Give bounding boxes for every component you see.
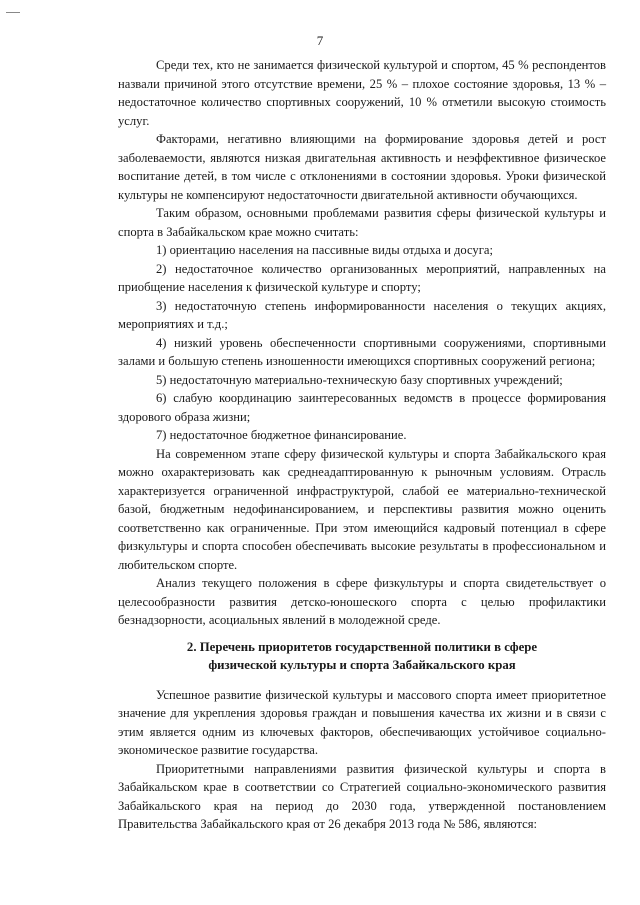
page-number: 7 — [316, 33, 324, 48]
corner-mark — [6, 12, 20, 13]
list-item: 7) недостаточное бюджетное финансирование. — [156, 428, 407, 442]
list-item: 3) недостаточную степень информированности населения о текущих акциях, мероприятиях и т.д.; — [118, 298, 606, 331]
list-item: 2) недостаточное количество организованных мероприятий, направленных на приобщение населения к физической культуре и спорту; — [118, 261, 606, 294]
paragraph: На современном этапе сферу физической культуры и спорта Забайкальского края можно охарактеризовать как среднеадаптированную к рыночным условиям. Отрасль характеризуется ограниченной инфраструктурой, слабой ее материально-технической базой, бюджетным недофинансированием, и перспективы развития можно оценить соответственно как ограниченные. При этом имеющийся кадровый потенциал в сфере физкультуры и спорта способен обеспечивать высокие результаты в профессиональном и любительском спорте. — [118, 446, 606, 572]
list-item: 5) недостаточную материально-техническую базу спортивных учреждений; — [156, 372, 563, 387]
list-item: 6) слабую координацию заинтересованных ведомств в процессе формирования здорового образа жизни; — [118, 391, 606, 424]
paragraph: Приоритетными направлениями развития физической культуры и спорта в Забайкальском крае в соответствии со Стратегией социально-экономического развития Забайкальского края на период до 2030 года, утвержденной постановлением Правительства Забайкальского края от 26 декабря 2013 года № 586, являются: — [118, 761, 606, 831]
section-heading — [118, 638, 606, 674]
document-body — [118, 56, 606, 834]
list-item: 4) низкий уровень обеспеченности спортивными сооружениями, спортивными залами и большую степень изношенности имеющихся спортивных сооружений региона; — [118, 335, 606, 368]
section-heading-line: 2. Перечень приоритетов государственной политики в сфере — [186, 639, 538, 654]
paragraph: Успешное развитие физической культуры и массового спорта имеет приоритетное значение для укрепления здоровья граждан и повышения качества их жизни и в связи с этим является одним из ключевых факторов, обеспечивающих устойчивое социально-экономическое развитие государства. — [118, 687, 606, 757]
paragraph: Таким образом, основными проблемами развития сферы физической культуры и спорта в Забайкальском крае можно считать: — [118, 206, 606, 239]
paragraph: Анализ текущего положения в сфере физкультуры и спорта свидетельствует о целесообразности развития детско-юношеского спорта с целью профилактики безнадзорности, асоциальных явлений в молодежной среде. — [118, 576, 606, 627]
section-heading-line: физической культуры и спорта Забайкальского края — [208, 657, 516, 672]
paragraph: Факторами, негативно влияющими на формирование здоровья детей и рост заболеваемости, являются низкая двигательная активность и неэффективное физическое воспитание детей, в том числе с отклонениями в состоянии здоровья. Уроки физической культуры не компенсируют недостаточности двигательной активности обучающихся. — [118, 132, 606, 202]
paragraph: Среди тех, кто не занимается физической культурой и спортом, 45 % респондентов назвали причиной этого отсутствие времени, 25 % – плохое состояние здоровья, 13 % – недостаточное количество спортивных сооружений, 10 % отметили высокую стоимость услуг. — [118, 58, 606, 128]
list-item: 1) ориентацию населения на пассивные виды отдыха и досуга; — [156, 243, 493, 257]
